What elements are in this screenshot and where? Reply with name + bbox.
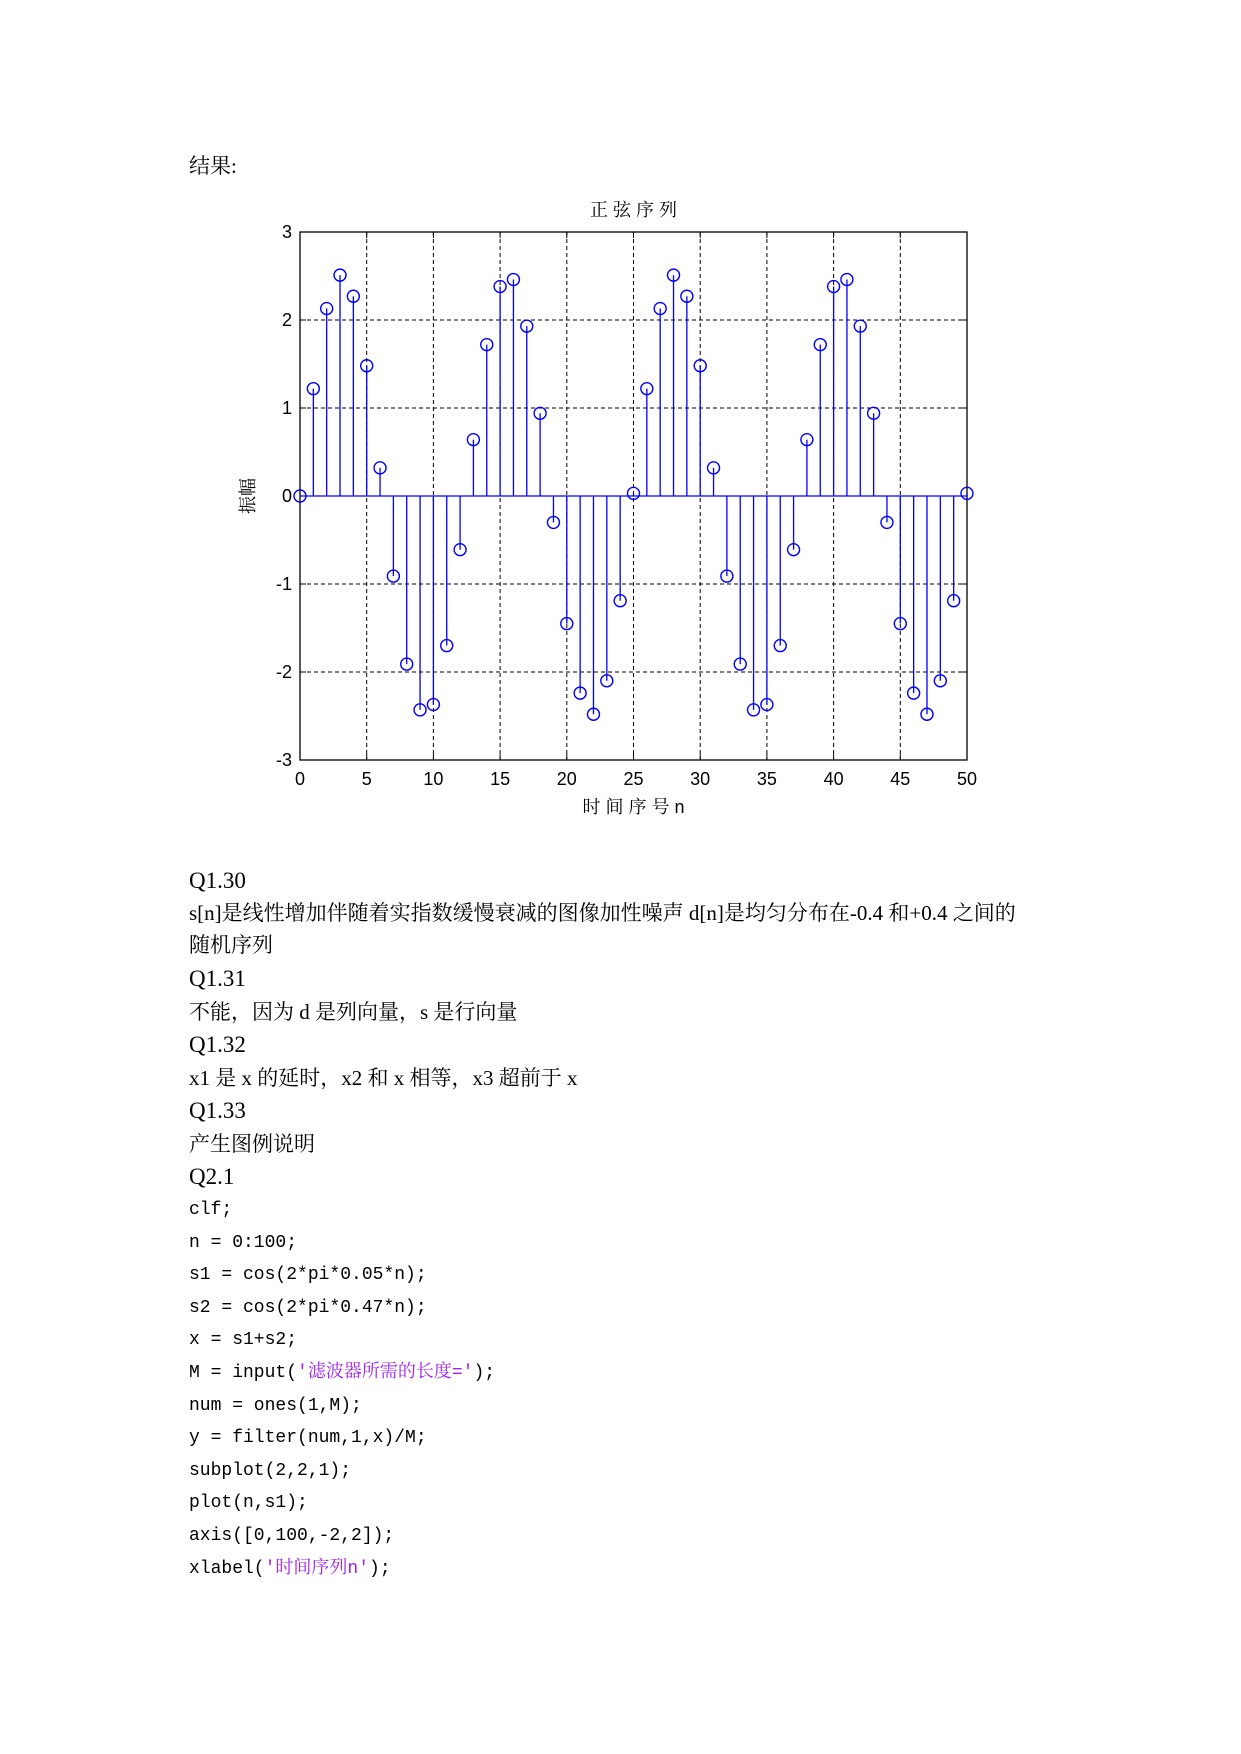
x-tick-label: 20: [556, 769, 577, 789]
y-tick-label: 2: [281, 310, 292, 330]
code-text: xlabel(: [189, 1558, 265, 1579]
code-line: axis([0,100,-2,2]);: [189, 1525, 395, 1546]
x-tick-label: 5: [361, 769, 372, 789]
x-tick-label: 30: [690, 769, 711, 789]
code-line: y = filter(num,1,x)/M;: [189, 1428, 427, 1449]
code-text: );: [369, 1558, 391, 1579]
code-string: '滤波器所需的长度=': [297, 1362, 474, 1383]
x-tick-label: 10: [423, 769, 444, 789]
code-block: [189, 1194, 495, 1585]
section-text-q1-30-line2: 随机序列: [189, 933, 273, 957]
code-line: s2 = cos(2*pi*0.47*n);: [189, 1297, 427, 1318]
x-tick-label: 45: [890, 769, 911, 789]
section-heading-q1-31: Q1.31: [189, 966, 246, 991]
section-heading-q2-1: Q2.1: [189, 1164, 235, 1189]
code-line: s1 = cos(2*pi*0.05*n);: [189, 1265, 427, 1286]
stem-chart: [230, 190, 1000, 820]
code-text: M = input(: [189, 1362, 298, 1383]
code-line: x = s1+s2;: [189, 1330, 298, 1351]
x-tick-label: 0: [294, 769, 306, 789]
code-line: n = 0:100;: [189, 1232, 298, 1253]
section-text-q1-31: 不能，因为 d 是列向量，s 是行向量: [189, 1000, 518, 1024]
code-text: );: [473, 1362, 496, 1383]
code-line: num = ones(1,M);: [189, 1395, 362, 1416]
y-axis-label: 振幅: [238, 478, 258, 514]
x-tick-label: 15: [490, 769, 511, 789]
result-label: 结果:: [189, 154, 237, 178]
section-text-q1-32: x1 是 x 的延时，x2 和 x 相等，x3 超前于 x: [189, 1066, 578, 1090]
y-tick-label: 3: [281, 222, 292, 242]
code-line: plot(n,s1);: [189, 1493, 308, 1514]
section-heading-q1-32: Q1.32: [189, 1032, 246, 1057]
chart-title: 正 弦 序 列: [589, 200, 678, 220]
y-tick-label: -2: [275, 662, 292, 682]
y-tick-label: -1: [275, 574, 292, 594]
y-tick-label: 0: [281, 486, 292, 506]
section-heading-q1-30: Q1.30: [189, 868, 246, 893]
code-line: [189, 1357, 495, 1390]
x-tick-label: 50: [956, 769, 978, 789]
y-tick-label: -3: [275, 750, 292, 770]
x-tick-label: 35: [756, 769, 777, 789]
x-axis-label: 时 间 序 号 n: [582, 797, 685, 817]
code-line: [189, 1553, 495, 1586]
section-heading-q1-33: Q1.33: [189, 1098, 246, 1123]
section-text-q1-33: 产生图例说明: [189, 1132, 315, 1156]
code-string: '时间序列n': [264, 1558, 370, 1579]
x-tick-label: 40: [823, 769, 844, 789]
code-line: clf;: [189, 1200, 233, 1220]
y-tick-label: 1: [281, 398, 292, 418]
x-tick-label: 25: [623, 769, 644, 789]
section-text-q1-30-line1: s[n]是线性增加伴随着实指数缓慢衰减的图像加性噪声 d[n]是均匀分布在-0.4 和+0.4 之间的: [189, 901, 1016, 925]
code-line: subplot(2,2,1);: [189, 1460, 352, 1481]
